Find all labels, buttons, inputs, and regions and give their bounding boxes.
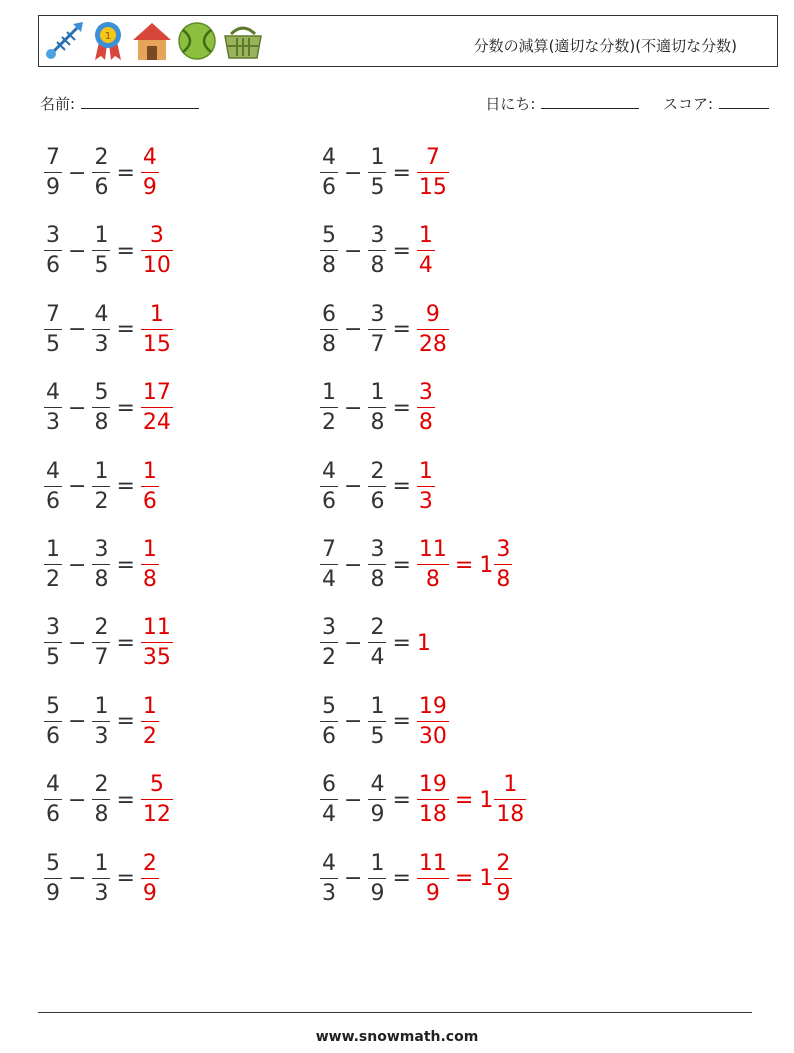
equals-sign: = <box>116 474 135 500</box>
minus-sign: − <box>344 709 363 735</box>
minuend-fraction <box>320 617 338 669</box>
answer-fraction-denominator: 8 <box>417 407 435 434</box>
answer-fraction-numerator: 3 <box>149 223 164 249</box>
equals-sign: = <box>116 395 135 421</box>
minuend-fraction-numerator: 3 <box>322 615 336 641</box>
subtrahend-fraction-denominator: 8 <box>368 407 386 434</box>
answer-fraction-numerator: 1 <box>142 458 157 484</box>
problem-item <box>44 377 173 439</box>
minuend-fraction-numerator: 4 <box>46 772 60 798</box>
minuend-fraction <box>320 301 338 357</box>
subtrahend-fraction-denominator: 7 <box>368 329 386 356</box>
name-label: 名前: <box>40 95 76 113</box>
answer-fraction-denominator: 6 <box>141 486 159 513</box>
answer-fraction-numerator: 4 <box>142 145 157 170</box>
answer-fraction <box>141 301 173 357</box>
problem-item <box>320 848 512 910</box>
minuend-fraction <box>320 850 338 906</box>
answer-fraction <box>141 693 159 749</box>
minuend-fraction <box>44 147 62 199</box>
answer-fraction-denominator: 18 <box>417 799 449 826</box>
answer-fraction-denominator: 3 <box>417 486 435 513</box>
answer-fraction-denominator: 35 <box>141 642 173 669</box>
worksheet-header <box>38 15 778 67</box>
answer-fraction <box>417 774 449 826</box>
house-icon <box>131 20 173 62</box>
minuend-fraction <box>320 774 338 826</box>
answer-fraction-numerator: 9 <box>425 301 440 327</box>
subtrahend-fraction-denominator: 5 <box>368 172 386 199</box>
minus-sign: − <box>344 238 363 264</box>
footer-divider <box>38 1012 752 1013</box>
subtrahend-fraction-numerator: 2 <box>370 458 385 484</box>
subtrahend-fraction-numerator: 2 <box>94 772 109 798</box>
subtrahend-fraction-denominator: 2 <box>92 486 110 513</box>
subtrahend-fraction-numerator: 2 <box>94 615 109 641</box>
mixed-whole-part: 1 <box>479 552 494 578</box>
subtrahend-fraction-denominator: 3 <box>92 878 110 905</box>
answer-fraction-numerator: 19 <box>418 772 447 798</box>
minus-sign: − <box>68 709 87 735</box>
answer-fraction <box>417 301 449 357</box>
minuend-fraction-numerator: 1 <box>46 537 60 562</box>
minuend-fraction-denominator: 2 <box>320 407 338 434</box>
answer-fraction <box>417 539 449 591</box>
answer-fraction-denominator: 9 <box>417 878 449 905</box>
subtrahend-fraction-numerator: 1 <box>94 850 109 876</box>
subtrahend-fraction-denominator: 6 <box>92 172 110 199</box>
minuend-fraction-numerator: 4 <box>46 458 60 484</box>
minuend-fraction-denominator: 6 <box>44 250 62 277</box>
subtrahend-fraction <box>92 617 110 669</box>
subtrahend-fraction-numerator: 1 <box>370 693 385 719</box>
minuend-fraction-denominator: 4 <box>320 799 338 826</box>
answer-fraction <box>417 382 435 434</box>
minuend-fraction <box>320 693 338 749</box>
equals-sign-mixed: = <box>454 552 474 578</box>
subtrahend-fraction-denominator: 7 <box>92 642 110 669</box>
subtrahend-fraction-numerator: 1 <box>94 693 109 719</box>
equals-sign: = <box>116 866 135 892</box>
subtrahend-fraction-numerator: 3 <box>370 537 385 562</box>
date-label: 日にち: <box>485 95 536 113</box>
date-score-fields <box>485 93 769 114</box>
equals-sign: = <box>116 317 135 343</box>
basket-icon <box>221 20 265 62</box>
minuend-fraction-numerator: 4 <box>322 458 336 484</box>
answer-fraction-denominator: 8 <box>141 564 159 591</box>
subtrahend-fraction-denominator: 8 <box>368 564 386 591</box>
answer-fraction-denominator: 4 <box>417 250 435 277</box>
problem-item <box>44 534 159 596</box>
problem-item <box>44 612 173 674</box>
subtrahend-fraction <box>368 147 386 199</box>
minuend-fraction-denominator: 6 <box>44 721 62 748</box>
minuend-fraction <box>320 225 338 277</box>
mixed-whole-part: 1 <box>479 866 494 892</box>
subtrahend-fraction <box>92 382 110 434</box>
minuend-fraction-denominator: 2 <box>44 564 62 591</box>
minus-sign: − <box>68 630 87 656</box>
subtrahend-fraction <box>368 693 386 749</box>
subtrahend-fraction <box>368 301 386 357</box>
minuend-fraction-denominator: 2 <box>320 642 338 669</box>
subtrahend-fraction-denominator: 9 <box>368 799 386 826</box>
footer-url: www.snowmath.com <box>315 1029 479 1045</box>
minus-sign: − <box>68 238 87 264</box>
subtrahend-fraction <box>92 225 110 277</box>
problem-item <box>44 691 159 753</box>
equals-sign: = <box>392 317 411 343</box>
answer-fraction <box>417 225 435 277</box>
answer-fraction <box>141 850 159 906</box>
answer-fraction-numerator: 11 <box>142 615 171 641</box>
minuend-fraction-numerator: 6 <box>322 772 336 798</box>
subtrahend-fraction <box>92 850 110 906</box>
minuend-fraction-denominator: 6 <box>320 486 338 513</box>
minuend-fraction <box>44 693 62 749</box>
worksheet-title: 分数の減算(適切な分数)(不適切な分数) <box>473 37 737 55</box>
answer-fraction-denominator: 10 <box>141 250 173 277</box>
subtrahend-fraction-numerator: 1 <box>370 380 385 406</box>
minus-sign: − <box>344 866 363 892</box>
minus-sign: − <box>68 474 87 500</box>
minuend-fraction-denominator: 8 <box>320 329 338 356</box>
minuend-fraction-numerator: 4 <box>322 850 336 876</box>
minuend-fraction <box>44 850 62 906</box>
name-field <box>40 93 199 114</box>
mixed-fraction-part <box>494 539 512 591</box>
answer-fraction-denominator: 8 <box>417 564 449 591</box>
answer-fraction-numerator: 1 <box>418 458 433 484</box>
minuend-fraction-numerator: 1 <box>322 380 336 406</box>
minuend-fraction-denominator: 5 <box>44 329 62 356</box>
subtrahend-fraction-numerator: 4 <box>94 301 109 327</box>
answer-fraction-numerator: 1 <box>418 223 433 249</box>
subtrahend-fraction <box>92 693 110 749</box>
minuend-fraction-denominator: 6 <box>44 799 62 826</box>
minuend-fraction-denominator: 9 <box>44 878 62 905</box>
fish-bone-icon <box>43 20 85 62</box>
mixed-fraction-part <box>494 774 526 826</box>
subtrahend-fraction <box>368 850 386 906</box>
subtrahend-fraction-numerator: 1 <box>94 458 109 484</box>
minuend-fraction-numerator: 5 <box>46 850 60 876</box>
minus-sign: − <box>344 317 363 343</box>
minus-sign: − <box>68 552 87 578</box>
mixed-fraction-part-numerator: 1 <box>503 772 518 798</box>
answer-fraction <box>141 458 159 514</box>
subtrahend-fraction-denominator: 8 <box>92 564 110 591</box>
subtrahend-fraction-numerator: 1 <box>370 145 385 170</box>
tennis-ball-icon <box>177 20 217 62</box>
problem-item <box>44 769 173 831</box>
equals-sign: = <box>392 866 411 892</box>
answer-fraction-numerator: 2 <box>142 850 157 876</box>
minuend-fraction-numerator: 7 <box>46 301 60 327</box>
minuend-fraction-numerator: 4 <box>46 380 60 406</box>
problem-item <box>320 299 449 361</box>
answer-fraction-denominator: 9 <box>141 878 159 905</box>
answer-fraction-numerator: 17 <box>142 380 171 406</box>
subtrahend-fraction-denominator: 8 <box>92 799 110 826</box>
answer-fraction-numerator: 1 <box>142 693 157 719</box>
minuend-fraction <box>320 539 338 591</box>
minus-sign: − <box>344 160 363 186</box>
equals-sign: = <box>116 552 135 578</box>
minus-sign: − <box>344 630 363 656</box>
minuend-fraction-numerator: 7 <box>46 145 60 170</box>
minuend-fraction <box>44 774 62 826</box>
minuend-fraction <box>44 382 62 434</box>
score-blank[interactable] <box>719 94 769 109</box>
minuend-fraction <box>320 458 338 514</box>
answer-fraction <box>417 458 435 514</box>
subtrahend-fraction <box>92 301 110 357</box>
answer-fraction <box>141 774 173 826</box>
equals-sign: = <box>392 787 411 813</box>
subtrahend-fraction <box>368 225 386 277</box>
subtrahend-fraction-numerator: 2 <box>370 615 385 641</box>
minus-sign: − <box>344 552 363 578</box>
equals-sign: = <box>392 238 411 264</box>
name-blank[interactable] <box>81 94 199 109</box>
subtrahend-fraction-numerator: 1 <box>370 850 385 876</box>
equals-sign: = <box>392 552 411 578</box>
subtrahend-fraction <box>92 774 110 826</box>
minuend-fraction-denominator: 8 <box>320 250 338 277</box>
mixed-fraction-part-denominator: 9 <box>494 878 512 905</box>
minuend-fraction-numerator: 5 <box>322 223 336 249</box>
minuend-fraction-numerator: 6 <box>322 301 336 327</box>
minuend-fraction-denominator: 9 <box>44 172 62 199</box>
minuend-fraction <box>44 225 62 277</box>
answer-fraction-numerator: 19 <box>418 693 447 719</box>
minuend-fraction-denominator: 6 <box>320 721 338 748</box>
problem-item <box>44 456 159 518</box>
subtrahend-fraction <box>368 382 386 434</box>
answer-fraction-numerator: 5 <box>149 772 164 798</box>
equals-sign: = <box>392 474 411 500</box>
subtrahend-fraction <box>368 617 386 669</box>
problem-item <box>320 612 431 674</box>
equals-sign-mixed: = <box>454 866 474 892</box>
answer-fraction-denominator: 28 <box>417 329 449 356</box>
mixed-fraction-part-denominator: 18 <box>494 799 526 826</box>
answer-fraction-numerator: 1 <box>149 301 164 327</box>
mixed-fraction-part-numerator: 2 <box>496 850 511 876</box>
answer-fraction <box>417 147 449 199</box>
mixed-fraction-part-numerator: 3 <box>496 537 511 562</box>
answer-fraction-numerator: 1 <box>142 537 157 562</box>
answer-fraction <box>141 539 159 591</box>
mixed-fraction-part <box>494 850 512 906</box>
minuend-fraction <box>44 539 62 591</box>
svg-text:1: 1 <box>104 31 112 42</box>
mixed-fraction-part-denominator: 8 <box>494 564 512 591</box>
header-icons <box>43 20 265 62</box>
minuend-fraction <box>320 147 338 199</box>
problem-item <box>320 142 449 204</box>
equals-sign: = <box>116 630 135 656</box>
problem-item <box>44 142 159 204</box>
answer-fraction <box>417 850 449 906</box>
subtrahend-fraction-denominator: 4 <box>368 642 386 669</box>
answer-whole-number: 1 <box>416 630 431 656</box>
minuend-fraction-denominator: 4 <box>320 564 338 591</box>
problem-item <box>44 299 173 361</box>
mixed-whole-part: 1 <box>479 787 494 813</box>
minus-sign: − <box>68 866 87 892</box>
subtrahend-fraction <box>92 539 110 591</box>
subtrahend-fraction-numerator: 1 <box>94 223 109 249</box>
subtrahend-fraction-numerator: 3 <box>370 301 385 327</box>
medal-icon <box>89 20 127 62</box>
equals-sign: = <box>116 709 135 735</box>
answer-fraction-numerator: 11 <box>418 850 447 876</box>
subtrahend-fraction <box>368 539 386 591</box>
minuend-fraction <box>320 382 338 434</box>
subtrahend-fraction <box>92 458 110 514</box>
minuend-fraction-denominator: 5 <box>44 642 62 669</box>
problem-item <box>44 220 173 282</box>
equals-sign: = <box>392 395 411 421</box>
answer-fraction <box>141 147 159 199</box>
subtrahend-fraction-numerator: 5 <box>94 380 109 406</box>
subtrahend-fraction-denominator: 3 <box>92 329 110 356</box>
subtrahend-fraction <box>368 458 386 514</box>
problem-item <box>320 220 435 282</box>
equals-sign: = <box>392 630 411 656</box>
minuend-fraction-denominator: 3 <box>320 878 338 905</box>
answer-fraction-numerator: 7 <box>425 145 440 170</box>
minuend-fraction-numerator: 7 <box>322 537 336 562</box>
equals-sign: = <box>392 709 411 735</box>
answer-fraction-denominator: 15 <box>417 172 449 199</box>
minuend-fraction-numerator: 3 <box>46 615 60 641</box>
minuend-fraction-numerator: 5 <box>46 693 60 719</box>
problem-item <box>320 534 512 596</box>
minuend-fraction <box>44 617 62 669</box>
equals-sign: = <box>392 160 411 186</box>
minus-sign: − <box>68 395 87 421</box>
answer-fraction <box>141 225 173 277</box>
minuend-fraction-numerator: 3 <box>46 223 60 249</box>
date-blank[interactable] <box>541 94 639 109</box>
subtrahend-fraction-denominator: 9 <box>368 878 386 905</box>
score-label: スコア: <box>662 95 713 113</box>
minuend-fraction-denominator: 3 <box>44 407 62 434</box>
answer-fraction-denominator: 15 <box>141 329 173 356</box>
minuend-fraction <box>44 458 62 514</box>
answer-fraction-denominator: 2 <box>141 721 159 748</box>
subtrahend-fraction <box>368 774 386 826</box>
minus-sign: − <box>344 474 363 500</box>
equals-sign-mixed: = <box>454 787 474 813</box>
subtrahend-fraction-numerator: 2 <box>94 145 109 170</box>
equals-sign: = <box>116 160 135 186</box>
answer-fraction <box>417 693 449 749</box>
subtrahend-fraction-denominator: 5 <box>92 250 110 277</box>
subtrahend-fraction <box>92 147 110 199</box>
minuend-fraction-numerator: 5 <box>322 693 336 719</box>
minuend-fraction <box>44 301 62 357</box>
problem-item <box>320 456 435 518</box>
subtrahend-fraction-denominator: 8 <box>92 407 110 434</box>
minus-sign: − <box>344 395 363 421</box>
minuend-fraction-numerator: 4 <box>322 145 336 170</box>
minus-sign: − <box>68 160 87 186</box>
minuend-fraction-denominator: 6 <box>320 172 338 199</box>
subtrahend-fraction-denominator: 6 <box>368 486 386 513</box>
minus-sign: − <box>68 787 87 813</box>
equals-sign: = <box>116 238 135 264</box>
answer-fraction-denominator: 12 <box>141 799 173 826</box>
minuend-fraction-denominator: 6 <box>44 486 62 513</box>
answer-fraction-denominator: 24 <box>141 407 173 434</box>
subtrahend-fraction-numerator: 3 <box>370 223 385 249</box>
subtrahend-fraction-denominator: 8 <box>368 250 386 277</box>
minus-sign: − <box>68 317 87 343</box>
problem-item <box>320 691 449 753</box>
answer-fraction-numerator: 11 <box>418 537 447 562</box>
answer-fraction-denominator: 30 <box>417 721 449 748</box>
answer-fraction-denominator: 9 <box>141 172 159 199</box>
equals-sign: = <box>116 787 135 813</box>
answer-fraction-numerator: 3 <box>418 380 433 406</box>
subtrahend-fraction-numerator: 3 <box>94 537 109 562</box>
answer-fraction <box>141 382 173 434</box>
subtrahend-fraction-denominator: 5 <box>368 721 386 748</box>
problem-item <box>44 848 159 910</box>
answer-fraction <box>141 617 173 669</box>
subtrahend-fraction-numerator: 4 <box>370 772 385 798</box>
problem-item <box>320 377 435 439</box>
subtrahend-fraction-denominator: 3 <box>92 721 110 748</box>
minus-sign: − <box>344 787 363 813</box>
problem-item <box>320 769 526 831</box>
